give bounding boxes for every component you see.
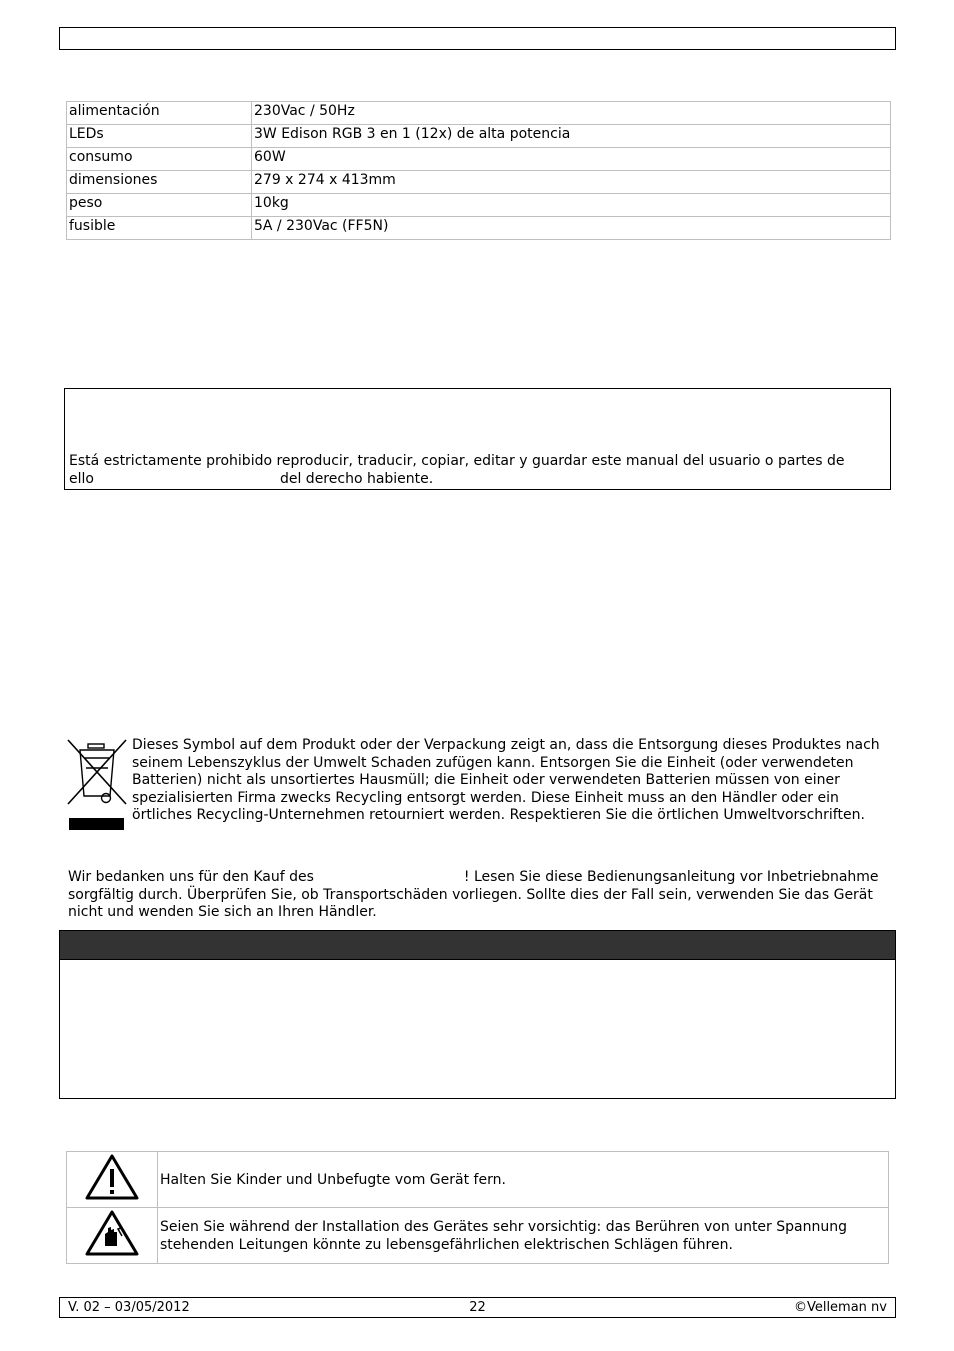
crossed-out-wheelie-bin-icon — [66, 738, 128, 832]
copyright-line-2b: del derecho habiente. — [279, 471, 434, 487]
spec-label: consumo — [67, 148, 252, 171]
page-header-box — [59, 27, 896, 50]
warning-triangle-icon — [83, 1152, 141, 1202]
section-heading-bar — [59, 930, 896, 960]
table-row — [67, 148, 891, 171]
table-row — [67, 125, 891, 148]
introduction-text — [68, 869, 888, 922]
footer-copyright: ©Velleman nv — [793, 1300, 887, 1315]
copyright-line-1: Está estrictamente prohibido reproducir, traducir, copiar, editar y guardar este manual del usuario o partes de — [69, 453, 845, 469]
footer-page-number: 22 — [469, 1300, 486, 1315]
spec-label: peso — [67, 194, 252, 217]
copyright-line-2a: ello — [69, 471, 94, 487]
table-row — [67, 217, 891, 240]
spec-label: dimensiones — [67, 171, 252, 194]
spec-value: 279 x 274 x 413mm — [252, 171, 891, 194]
table-row — [67, 194, 891, 217]
weee-disposal-text: Dieses Symbol auf dem Produkt oder der Verpackung zeigt an, dass die Entsorgung dieses Produktes nach seinem Lebenszyklus der Umwelt Schaden zufügen kann. Entsorgen Sie die Einheit (oder verwendeten Batterien) nicht als unsortiertes Hausmüll; die Einheit oder verwendeten Batterien müssen von einer spezialisierten Firma zwecks Recycling entsorgt werden. Diese Einheit muss an den Händler oder ein örtliches Recycling-Unternehmen retourniert werden. Respektieren Sie die örtlichen Umweltvorschriften. — [132, 737, 880, 823]
spec-value: 5A / 230Vac (FF5N) — [252, 217, 891, 240]
electric-shock-hand-icon — [83, 1208, 141, 1258]
intro-part-1: Wir bedanken uns für den Kauf des — [68, 869, 314, 885]
table-row — [67, 1152, 889, 1208]
spec-label: fusible — [67, 217, 252, 240]
intro-part-2: ! Lesen Sie diese Bedienungsanleitung vor Inbetriebnahme sorgfältig durch. Überprüfen Sie, ob Transportschäden vorliegen. Sollte dies der Fall sein, verwenden Sie das Gerät nicht und wenden Sie sich an Ihren Händler. — [68, 869, 879, 920]
warning-text: Halten Sie Kinder und Unbefugte vom Gerät fern. — [158, 1152, 889, 1208]
safety-instructions-table — [66, 1151, 889, 1264]
specifications-table — [66, 101, 891, 240]
table-row — [67, 102, 891, 125]
spec-value: 3W Edison RGB 3 en 1 (12x) de alta potencia — [252, 125, 891, 148]
spec-value: 60W — [252, 148, 891, 171]
table-row — [67, 171, 891, 194]
spec-value: 230Vac / 50Hz — [252, 102, 891, 125]
page-footer — [59, 1297, 896, 1318]
spec-label: alimentación — [67, 102, 252, 125]
footer-version: V. 02 – 03/05/2012 — [68, 1300, 190, 1315]
copyright-notice — [69, 452, 887, 488]
spec-label: LEDs — [67, 125, 252, 148]
table-row — [67, 1208, 889, 1264]
section-content-box — [59, 959, 896, 1099]
warning-text: Seien Sie während der Installation des Gerätes sehr vorsichtig: das Berühren von unter Spannung stehenden Leitungen könnte zu lebensgefährlichen elektrischen Schlägen führen. — [158, 1208, 889, 1264]
spec-value: 10kg — [252, 194, 891, 217]
copyright-notice-box — [64, 388, 891, 490]
